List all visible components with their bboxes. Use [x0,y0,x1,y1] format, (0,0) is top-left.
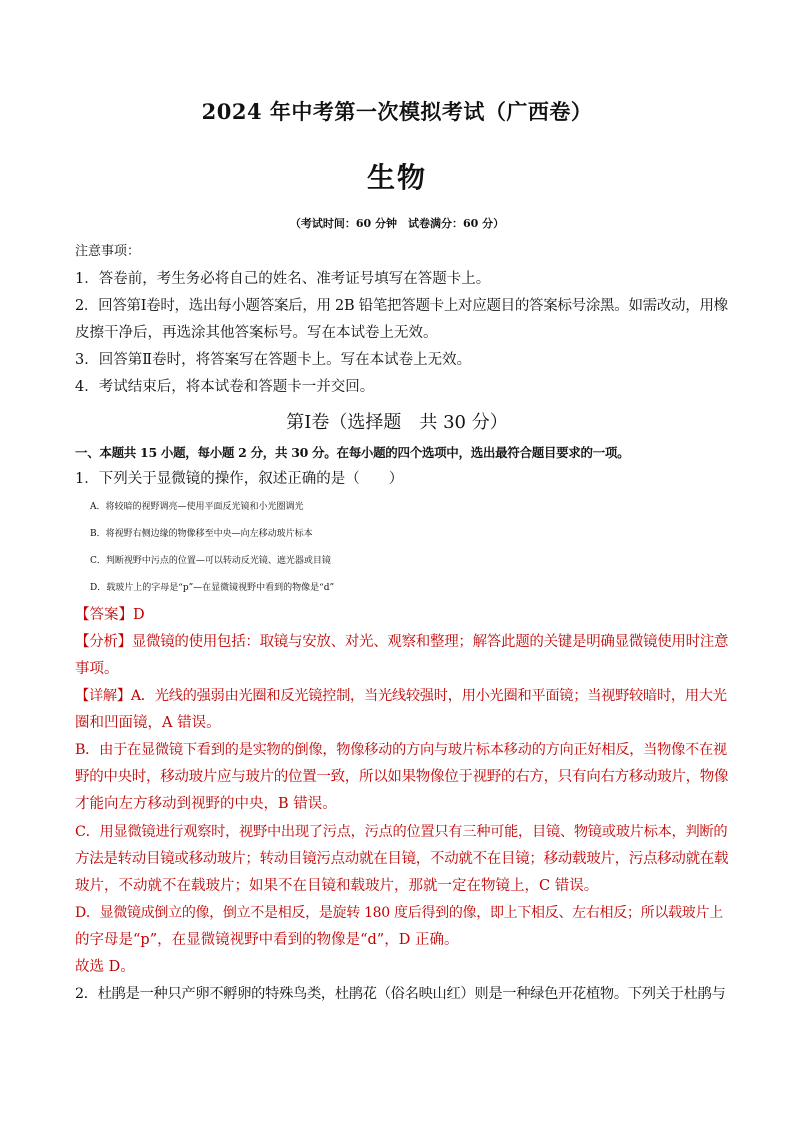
question-1-stem: 1．下列关于显微镜的操作，叙述正确的是（ ） [75,471,404,487]
conclusion-line: 故选 D。 [75,959,135,975]
analysis-tag: 【分析】 [75,634,132,650]
detail-b-line-1: B．由于在显微镜下看到的是实物的倒像，物像移动的方向与玻片标本移动的方向正好相反，当物像不在视 [75,742,727,758]
section-heading: 第Ⅰ卷（选择题 共 30 分） [286,412,508,433]
question-1-option-d: D．载玻片上的字母是“p”—在显微镜视野中看到的物像是“d” [90,583,335,593]
notes-heading: 注意事项： [75,244,141,259]
subject-title: 生物 [366,161,427,194]
notes-item-2-cont: 皮擦干净后，再选涂其他答案标号。写在本试卷上无效。 [75,325,438,341]
detail-b-line-3: 才能向左方移动到视野的中央，B 错误。 [75,796,337,812]
detail-d-line-1: D．显微镜成倒立的像，倒立不是相反，是旋转 180 度后得到的像，即上下相反、左右相反；所以载玻片上 [75,905,723,921]
notes-item-2: 2．回答第Ⅰ卷时，选出每小题答案后，用 2B 铅笔把答题卡上对应题目的答案标号涂黑。如需改动，用橡 [75,298,728,314]
answer-line [75,605,725,625]
notes-item-4: 4．考试结束后，将本试卷和答题卡一并交回。 [75,379,375,395]
detail-a-text-1: A．光线的强弱由光圈和反光镜控制，当光线较强时，用小光圈和平面镜；当视野较暗时，用大光 [130,688,727,704]
detail-c-line-1: C．用显微镜进行观察时，视野中出现了污点，污点的位置只有三种可能，目镜、物镜或玻片标本，判断的 [75,824,728,840]
detail-c-line-3: 玻片，不动就不在载玻片；如果不在目镜和载玻片，那就一定在物镜上，C 错误。 [75,878,599,894]
section-instruction: 一、本题共 15 小题，每小题 2 分，共 30 分。在每小题的四个选项中，选出最符合题目要求的一项。 [75,445,630,460]
exam-title: 2024 年中考第一次模拟考试（广西卷） [201,99,593,124]
detail-a-line-2: 圈和凹面镜，A 错误。 [75,715,221,731]
answer-value: D [133,607,145,623]
exam-time-score-info: （考试时间：60 分钟 试卷满分：60 分） [289,217,505,230]
analysis-text-1: 显微镜的使用包括：取镜与安放、对光、观察和整理；解答此题的关键是明确显微镜使用时注意 [131,634,729,650]
question-1-option-c: C．判断视野中污点的位置—可以转动反光镜、遮光器或目镜 [90,556,331,566]
detail-tag: 【详解】 [75,688,131,704]
analysis-line-1 [75,632,729,652]
detail-b-line-2: 野的中央时，移动玻片应与玻片的位置一致，所以如果物像位于视野的右方，只有向右方移动玻片，物像 [75,769,729,785]
detail-c-line-2: 方法是转动目镜或移动玻片；转动目镜污点动就在目镜，不动就不在目镜；移动载玻片，污点移动就在载 [75,851,729,867]
detail-a-line-1 [75,686,725,706]
question-2-stem: 2．杜鹃是一种只产卵不孵卵的特殊鸟类，杜鹃花（俗名映山红）则是一种绿色开花植物。下列关于杜鹃与 [75,986,726,1002]
analysis-line-2: 事项。 [75,661,119,677]
question-1-option-b: B．将视野右侧边缘的物像移至中央—向左移动玻片标本 [90,529,313,539]
answer-tag: 【答案】 [75,607,133,623]
notes-item-3: 3．回答第Ⅱ卷时，将答案写在答题卡上。写在本试卷上无效。 [75,352,472,368]
question-1-option-a: A．将较暗的视野调亮—使用平面反光镜和小光圈调光 [90,502,304,512]
notes-item-1: 1．答卷前，考生务必将自己的姓名、准考证号填写在答题卡上。 [75,271,491,287]
detail-d-line-2: 的字母是“p”，在显微镜视野中看到的物像是“d”，D 正确。 [75,932,459,948]
